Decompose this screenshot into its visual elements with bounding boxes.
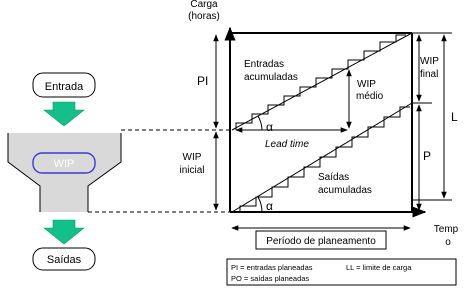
alpha-label-top: α (266, 120, 273, 134)
wip-avg-label-line1: WIP (357, 79, 376, 90)
legend-pi: PI = entradas planeadas (231, 263, 313, 272)
x-axis-label-line2: o (445, 237, 451, 248)
legend-po: PO = saídas planeadas (231, 274, 310, 283)
output-arrow (44, 220, 84, 244)
throughput-diagram (179, 0, 458, 285)
inputs-label-line2: acumuladas (244, 72, 298, 83)
outputs-label-line2: acumuladas (318, 185, 372, 196)
funnel-diagram (8, 73, 121, 270)
wip-final-label-line2: final (420, 69, 439, 80)
legend-ll: LL = limite de carga (346, 263, 412, 272)
wip-avg-label-line2: médio (356, 91, 384, 102)
entrada-label: Entrada (44, 81, 84, 93)
wip-label: WIP (53, 158, 75, 170)
inputs-label-line1: Entradas (244, 59, 285, 70)
y-axis-label-line2: (horas) (188, 11, 220, 22)
saidas-label: Saídas (46, 254, 82, 266)
lead-time-label: Lead time (265, 139, 309, 150)
wip-initial-label-line1: WIP (182, 152, 202, 163)
wip-final-label-line1: WIP (420, 56, 439, 67)
y-axis-label-line1: Carga (190, 0, 218, 10)
alpha-label-bottom: α (266, 199, 273, 213)
wip-initial-label-line2: inicial (179, 165, 205, 176)
pi-label: PI (197, 74, 209, 88)
period-label: Período de planeamento (266, 236, 376, 247)
input-arrow (44, 102, 84, 126)
x-axis-label-line1: Temp (433, 224, 459, 235)
alpha-arc-bottom (258, 197, 262, 212)
outputs-label-line1: Saídas (318, 172, 350, 183)
p-label: P (423, 149, 432, 163)
alpha-arc-top (258, 116, 262, 130)
ll-label: L (451, 110, 458, 124)
